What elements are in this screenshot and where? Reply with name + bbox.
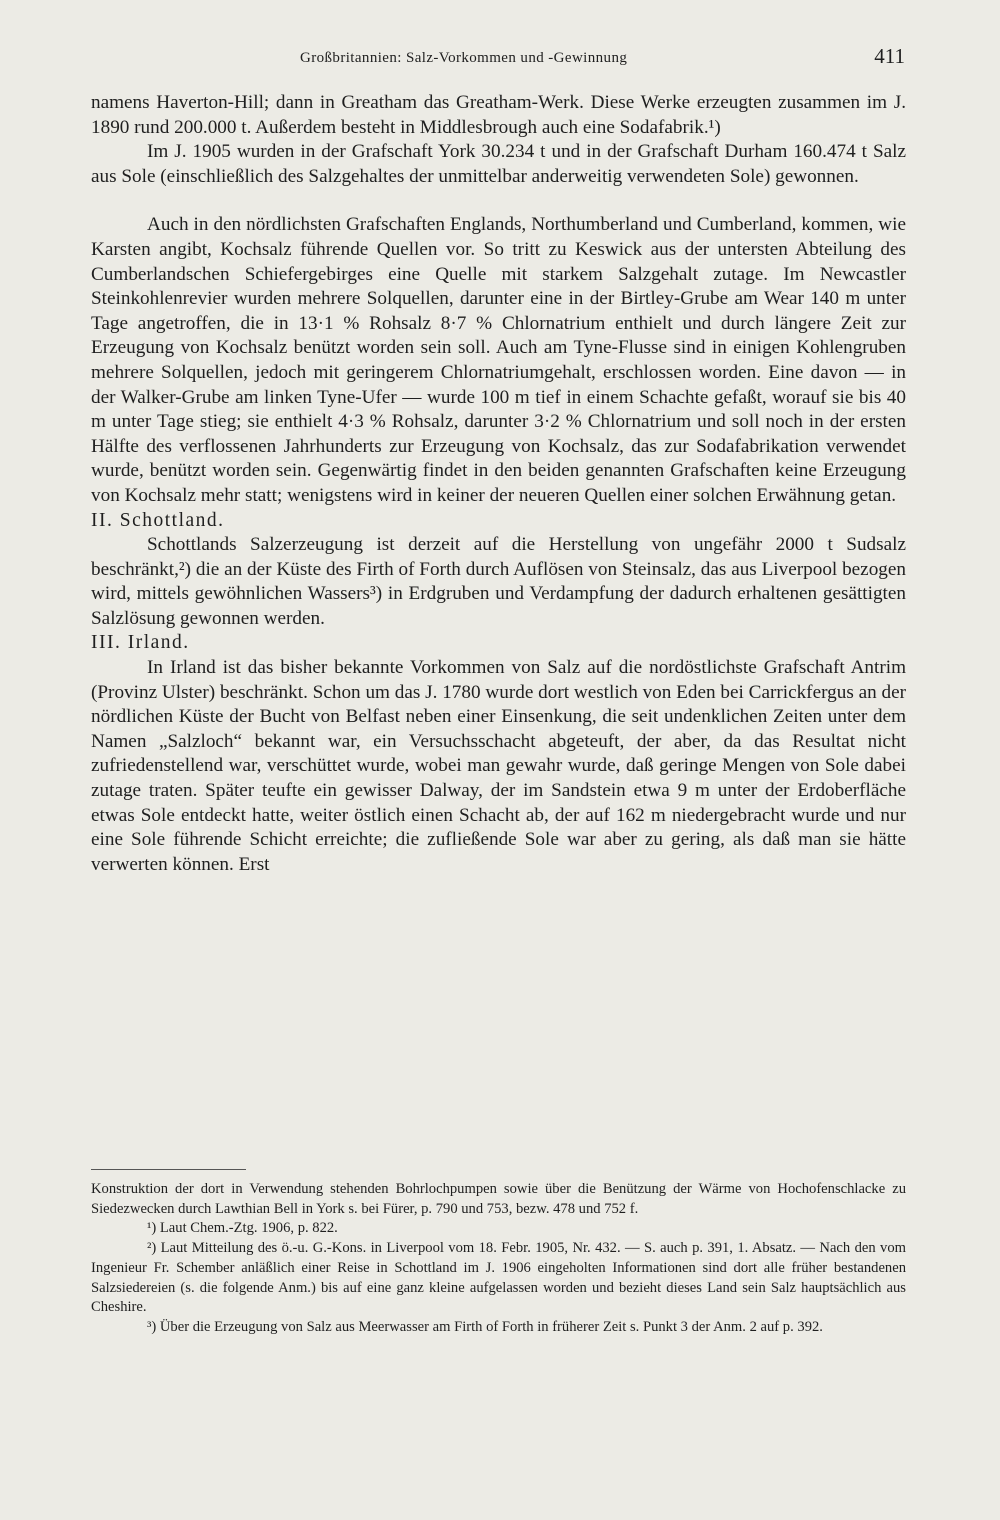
running-title: Großbritannien: Salz-Vorkommen und -Gewinnung: [300, 50, 628, 66]
paragraph-haverton: namens Haverton-Hill; dann in Greatham das Greatham-Werk. Diese Werke erzeugten zusammen im J. 1890 rund 200.000 t. Außerdem besteht in Middlesbrough auch eine Sodafabrik.¹): [91, 92, 906, 138]
section-heading-irland: III. Irland.: [91, 632, 190, 654]
footnotes: [91, 1180, 906, 1338]
paragraph-northumberland: Auch in den nördlichsten Grafschaften Englands, Northumberland und Cumberland, kommen, wie Karsten angibt, Kochsalz führende Quellen vor. So tritt zu Keswick aus der untersten Abteilung des Cumberlandschen Schiefergebirges eine Quelle mit starkem Salzgehalt zutage. Im Newcastler Steinkohlenrevier wurden mehrere Solquellen, darunter eine in der Birtley-Grube am Wear 140 m unter Tage angetroffen, die in 13·1 % Rohsalz 8·7 % Chlornatrium enthielt und durch längere Zeit zur Erzeugung von Kochsalz benützt worden sein soll. Auch am Tyne-Flusse sind in einigen Kohlengruben mehrere Solquellen, jedoch mit geringerem Chlornatriumgehalt, erschlossen worden. Eine davon — in der Walker-Grube am linken Tyne-Ufer — wurde 100 m tief in einem Schachte gefaßt, worauf sie bis 40 m unter Tage stieg; sie enthielt 4·3 % Rohsalz, darunter 3·2 % Chlornatrium und soll noch in der ersten Hälfte des verflossenen Jahrhunderts zur Erzeugung von Kochsalz, das zur Sodafabrikation verwendet wurde, benützt worden sein. Gegenwärtig findet in den beiden genannten Grafschaften keine Erzeugung von Kochsalz mehr statt; wenigstens wird in keiner der neueren Quellen einer solchen Erwähnung getan.: [91, 214, 906, 506]
footnote-divider: [91, 1169, 246, 1170]
footnote-continuation: Konstruktion der dort in Verwendung stehenden Bohrlochpumpen sowie über die Benützung der Wärme von Hochofenschlacke zu Siedezwecken durch Lawthian Bell in York s. bei Fürer, p. 790 und 753, bezw. 478 und 752 f.: [91, 1181, 906, 1217]
section-heading-schottland: II. Schottland.: [91, 509, 225, 531]
paragraph-york-durham: Im J. 1905 wurden in der Grafschaft York 30.234 t und in der Grafschaft Durham 160.474 t Salz aus Sole (einschließlich des Salzgehaltes der unmittelbar anderweitig verwendeten Sole) gewonnen.: [91, 141, 906, 187]
page-number: 411: [874, 44, 905, 68]
main-text: [91, 91, 906, 877]
footnote-3: ³) Über die Erzeugung von Salz aus Meerwasser am Firth of Forth in früherer Zeit s. Punkt 3 der Anm. 2 auf p. 392.: [147, 1318, 823, 1335]
paragraph-schottland: Schottlands Salzerzeugung ist derzeit auf die Herstellung von ungefähr 2000 t Sudsalz beschränkt,²) die an der Küste des Firth of Forth durch Auflösen von Steinsalz, das aus Liverpool bezogen wird, mittels gewöhnlichen Wassers³) in Erdgruben und Verdampfung der dadurch erhaltenen gesättigten Salzlösung gewonnen werden.: [91, 534, 906, 629]
paragraph-irland: In Irland ist das bisher bekannte Vorkommen von Salz auf die nordöstlichste Grafschaft Antrim (Provinz Ulster) beschränkt. Schon um das J. 1780 wurde dort westlich von Eden bei Carrickfergus an der nördlichen Küste der Bucht von Belfast neben einer Einsenkung, die seit undenklichen Zeiten unter dem Namen „Salzloch“ bekannt war, ein Versuchsschacht abgeteuft, der aber, da das Resultat nicht zufriedenstellend war, verschüttet wurde, wobei man gewahr wurde, daß geringe Mengen von Sole dabei zutage traten. Später teufte ein gewisser Dalway, der im Sandstein etwa 9 m unter der Erdoberfläche etwas Sole entdeckt hatte, weiter östlich einen Schacht ab, der auf 162 m niedergebracht wurde und nur eine Sole führende Schicht erreichte; die zufließende Sole war aber zu gering, als daß man sie hätte verwerten können. Erst: [91, 657, 906, 875]
footnote-1: ¹) Laut Chem.-Ztg. 1906, p. 822.: [147, 1220, 338, 1237]
page-header: [90, 44, 905, 74]
footnote-2: ²) Laut Mitteilung des ö.-u. G.-Kons. in Liverpool vom 18. Febr. 1905, Nr. 432. — S. auch p. 391, 1. Absatz. — Nach den vom Ingenieur Fr. Schember anläßlich einer Reise in Schottland im J. 1906 eingeholten Informationen sind dort alle früher bestandenen Salzsiedereien (s. die folgende Anm.) bis auf eine ganz kleine aufgelassen worden und bezieht dieses Land sein Salz hauptsächlich aus Cheshire.: [91, 1240, 906, 1316]
